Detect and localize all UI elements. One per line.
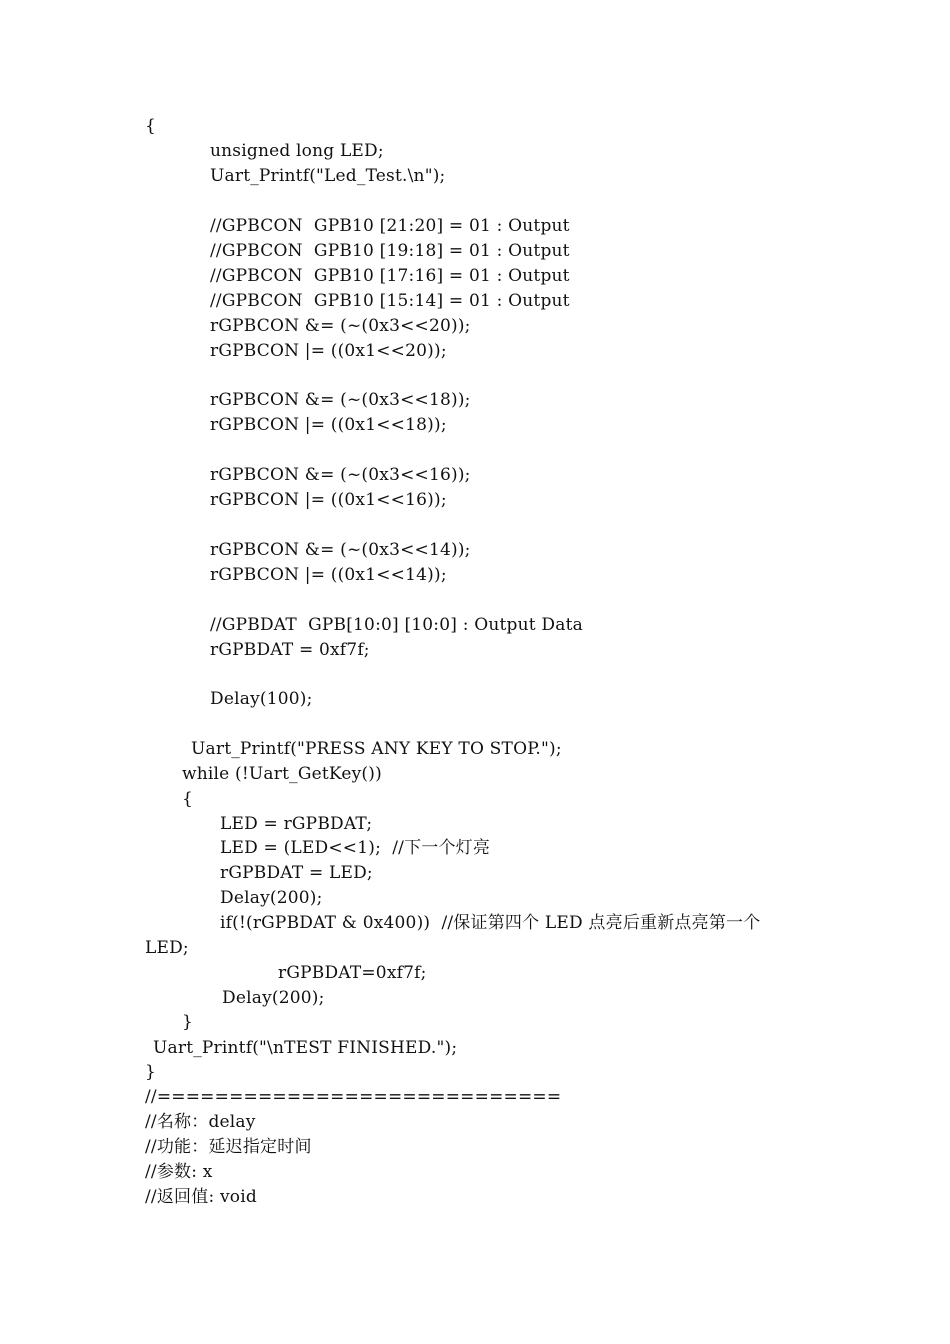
code-line-30: } — [182, 1012, 194, 1032]
code-line-29: Delay(200); — [222, 988, 325, 1008]
code-line-5: //GPBCON GPB10 [19:18] = 01 : Output — [210, 241, 570, 261]
code-line-16: //GPBDAT GPB[10:0] [10:0] : Output Data — [210, 615, 583, 635]
code-line-4: //GPBCON GPB10 [21:20] = 01 : Output — [210, 216, 570, 236]
code-line-15: rGPBCON |= ((0x1<<14)); — [210, 565, 447, 585]
code-line-37: //返回值: void — [145, 1187, 257, 1207]
code-line-23: LED = (LED<<1); //下一个灯亮 — [220, 838, 491, 858]
code-line-35: //功能：延迟指定时间 — [145, 1137, 312, 1157]
code-line-27: LED; — [145, 938, 189, 958]
code-line-9: rGPBCON |= ((0x1<<20)); — [210, 341, 447, 361]
code-line-6: //GPBCON GPB10 [17:16] = 01 : Output — [210, 266, 570, 286]
code-line-14: rGPBCON &= (~(0x3<<14)); — [210, 540, 471, 560]
code-line-21: { — [182, 789, 194, 809]
code-line-19: Uart_Printf("PRESS ANY KEY TO STOP."); — [191, 739, 562, 759]
code-line-33: //============================ — [145, 1087, 562, 1107]
code-line-25: Delay(200); — [220, 888, 323, 908]
code-line-32: } — [145, 1062, 157, 1082]
code-line-18: Delay(100); — [210, 689, 313, 709]
code-line-22: LED = rGPBDAT; — [220, 814, 373, 834]
code-line-11: rGPBCON |= ((0x1<<18)); — [210, 415, 447, 435]
code-line-26: if(!(rGPBDAT & 0x400)) //保证第四个 LED 点亮后重新点亮第一个 — [220, 913, 761, 933]
code-line-31: Uart_Printf("\nTEST FINISHED."); — [153, 1038, 458, 1058]
code-line-34: //名称：delay — [145, 1112, 256, 1132]
code-line-12: rGPBCON &= (~(0x3<<16)); — [210, 465, 471, 485]
code-line-24: rGPBDAT = LED; — [220, 863, 373, 883]
code-line-8: rGPBCON &= (~(0x3<<20)); — [210, 316, 471, 336]
code-line-17: rGPBDAT = 0xf7f; — [210, 640, 370, 660]
code-line-10: rGPBCON &= (~(0x3<<18)); — [210, 390, 471, 410]
code-line-20: while (!Uart_GetKey()) — [182, 764, 382, 784]
code-line-1: { — [145, 116, 157, 136]
code-line-36: //参数: x — [145, 1162, 213, 1182]
code-line-28: rGPBDAT=0xf7f; — [278, 963, 427, 983]
code-line-2: unsigned long LED; — [210, 141, 384, 161]
code-line-3: Uart_Printf("Led_Test.\n"); — [210, 166, 446, 186]
code-line-7: //GPBCON GPB10 [15:14] = 01 : Output — [210, 291, 570, 311]
code-line-13: rGPBCON |= ((0x1<<16)); — [210, 490, 447, 510]
